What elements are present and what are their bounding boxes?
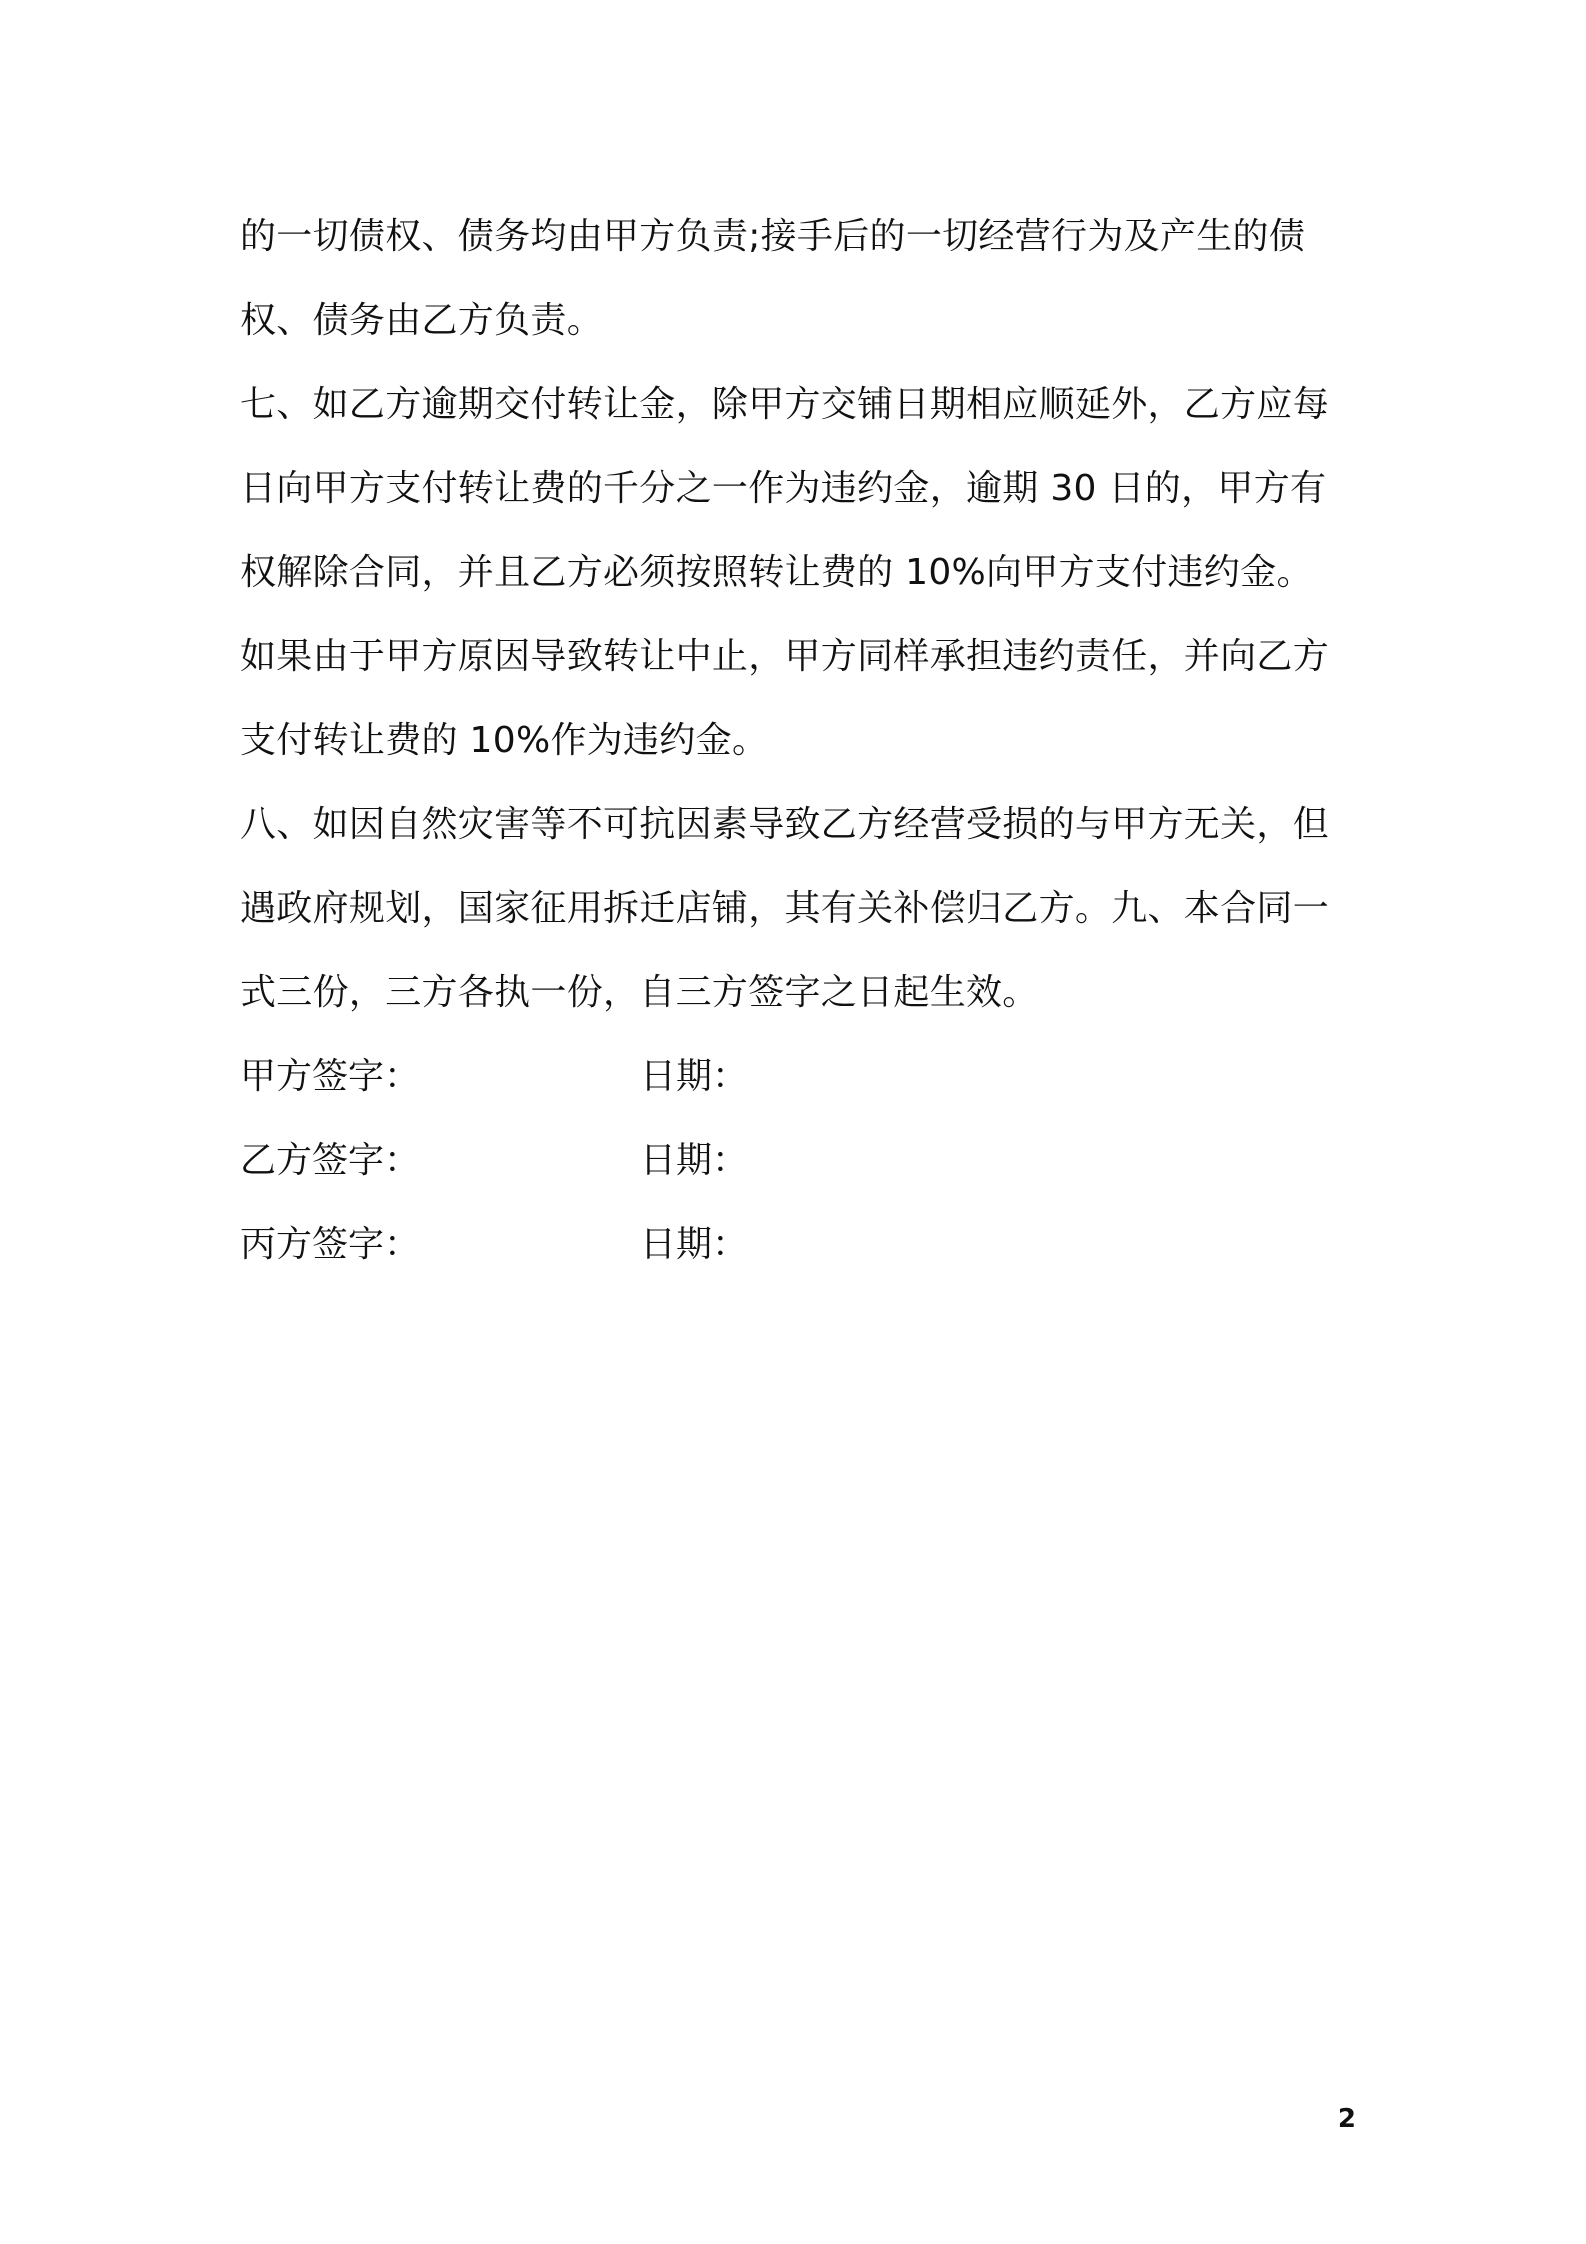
signature-label: 乙方签字： bbox=[240, 1140, 421, 1181]
signature-row-party-c bbox=[240, 1203, 1360, 1287]
date-label: 日期： bbox=[640, 1056, 749, 1097]
text-line: 如果由于甲方原因导致转让中止，甲方同样承担违约责任，并向乙方 bbox=[240, 636, 1330, 677]
date-label: 日期： bbox=[640, 1140, 749, 1181]
text-line: 遇政府规划，国家征用拆迁店铺，其有关补偿归乙方。九、本合同一 bbox=[240, 888, 1330, 929]
clause-seven-line: 七、如乙方逾期交付转让金，除甲方交铺日期相应顺延外，乙方应每 bbox=[240, 384, 1330, 425]
signature-row-party-a bbox=[240, 1035, 1360, 1119]
date-label: 日期： bbox=[640, 1224, 749, 1265]
signature-label: 丙方签字： bbox=[240, 1224, 421, 1265]
text-line: 式三份，三方各执一份，自三方签字之日起生效。 bbox=[240, 972, 1039, 1013]
signature-label: 甲方签字： bbox=[240, 1056, 421, 1097]
text-line: 日向甲方支付转让费的千分之一作为违约金，逾期 30 日的，甲方有 bbox=[240, 468, 1327, 509]
page-number: 2 bbox=[1337, 2104, 1356, 2134]
signature-row-party-b bbox=[240, 1119, 1360, 1203]
contract-body bbox=[240, 195, 1360, 1287]
text-line: 支付转让费的 10%作为违约金。 bbox=[240, 720, 769, 761]
text-line: 权解除合同，并且乙方必须按照转让费的 10%向甲方支付违约金。 bbox=[240, 552, 1313, 593]
text-line: 权、债务由乙方负责。 bbox=[240, 300, 604, 341]
clause-eight-line: 八、如因自然灾害等不可抗因素导致乙方经营受损的与甲方无关，但 bbox=[240, 804, 1330, 845]
text-line: 的一切债权、债务均由甲方负责;接手后的一切经营行为及产生的债 bbox=[240, 216, 1306, 257]
